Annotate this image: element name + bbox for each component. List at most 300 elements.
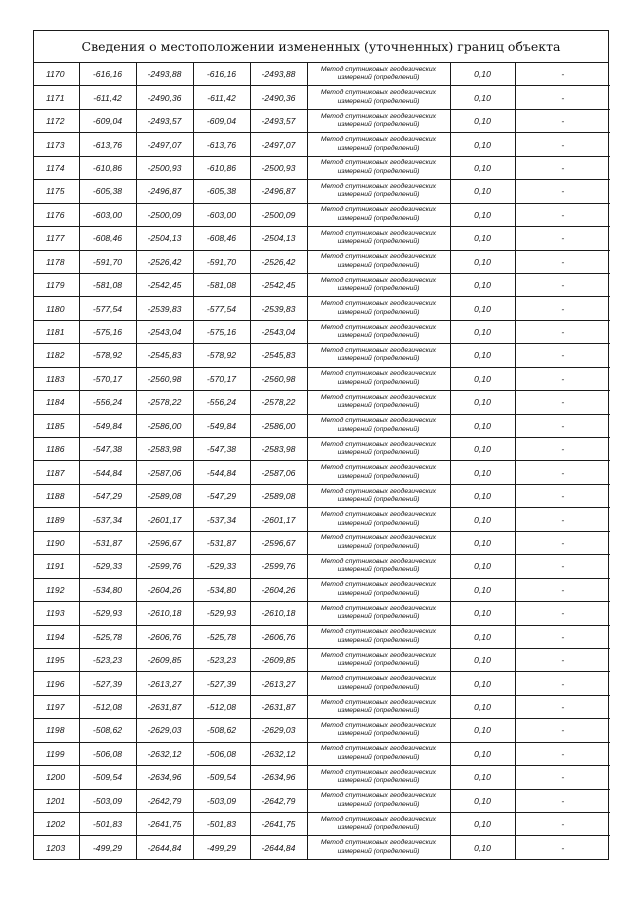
- point-number-cell: 1194: [34, 625, 79, 648]
- method-line-1: Метод спутниковых геодезических: [320, 839, 437, 847]
- existing-y-cell: -2604,26: [136, 578, 193, 601]
- method-cell: [307, 63, 450, 86]
- refined-x-cell: -512,08: [193, 695, 250, 718]
- method-line-1: Метод спутниковых геодезических: [320, 557, 437, 565]
- method-cell: [307, 203, 450, 226]
- accuracy-cell: 0,10: [450, 766, 515, 789]
- accuracy-cell: 0,10: [450, 813, 515, 836]
- method-line-2: измерений (определений): [337, 402, 420, 410]
- note-cell: -: [515, 836, 610, 859]
- accuracy-cell: 0,10: [450, 109, 515, 132]
- existing-x-cell: -556,24: [79, 391, 136, 414]
- point-number-cell: 1200: [34, 766, 79, 789]
- existing-y-cell: -2496,87: [136, 180, 193, 203]
- method-cell: [307, 813, 450, 836]
- existing-x-cell: -613,76: [79, 133, 136, 156]
- method-line-1: Метод спутниковых геодезических: [320, 581, 437, 589]
- refined-x-cell: -575,16: [193, 320, 250, 343]
- method-line-2: измерений (определений): [337, 74, 420, 82]
- method-line-2: измерений (определений): [337, 824, 420, 832]
- method-cell: [307, 789, 450, 812]
- method-line-2: измерений (определений): [337, 566, 420, 574]
- accuracy-cell: 0,10: [450, 555, 515, 578]
- existing-x-cell: -547,29: [79, 484, 136, 507]
- existing-x-cell: -531,87: [79, 531, 136, 554]
- refined-x-cell: -525,78: [193, 625, 250, 648]
- table-row: [34, 156, 610, 179]
- note-cell: -: [515, 508, 610, 531]
- table-row: [34, 648, 610, 671]
- existing-x-cell: -577,54: [79, 297, 136, 320]
- method-cell: [307, 109, 450, 132]
- existing-x-cell: -610,86: [79, 156, 136, 179]
- table-row: [34, 133, 610, 156]
- note-cell: -: [515, 742, 610, 765]
- table-row: [34, 227, 610, 250]
- accuracy-cell: 0,10: [450, 391, 515, 414]
- accuracy-cell: 0,10: [450, 461, 515, 484]
- accuracy-cell: 0,10: [450, 789, 515, 812]
- method-line-2: измерений (определений): [337, 355, 420, 363]
- method-line-2: измерений (определений): [337, 378, 420, 386]
- refined-y-cell: -2629,03: [250, 719, 307, 742]
- method-line-2: измерений (определений): [337, 753, 420, 761]
- existing-x-cell: -609,04: [79, 109, 136, 132]
- note-cell: -: [515, 109, 610, 132]
- method-cell: [307, 531, 450, 554]
- method-cell: [307, 133, 450, 156]
- method-line-1: Метод спутниковых геодезических: [320, 628, 437, 636]
- table-row: [34, 508, 610, 531]
- method-cell: [307, 86, 450, 109]
- boundary-table-sheet: [33, 30, 609, 860]
- existing-x-cell: -501,83: [79, 813, 136, 836]
- table-row: [34, 836, 610, 859]
- refined-y-cell: -2644,84: [250, 836, 307, 859]
- note-cell: -: [515, 367, 610, 390]
- table-row: [34, 766, 610, 789]
- method-line-2: измерений (определений): [337, 121, 420, 129]
- method-cell: [307, 273, 450, 296]
- point-number-cell: 1195: [34, 648, 79, 671]
- existing-x-cell: -534,80: [79, 578, 136, 601]
- note-cell: -: [515, 63, 610, 86]
- note-cell: -: [515, 484, 610, 507]
- note-cell: -: [515, 273, 610, 296]
- note-cell: -: [515, 672, 610, 695]
- accuracy-cell: 0,10: [450, 250, 515, 273]
- accuracy-cell: 0,10: [450, 344, 515, 367]
- accuracy-cell: 0,10: [450, 578, 515, 601]
- existing-x-cell: -525,78: [79, 625, 136, 648]
- point-number-cell: 1184: [34, 391, 79, 414]
- refined-y-cell: -2490,36: [250, 86, 307, 109]
- refined-y-cell: -2583,98: [250, 438, 307, 461]
- accuracy-cell: 0,10: [450, 531, 515, 554]
- accuracy-cell: 0,10: [450, 133, 515, 156]
- method-line-1: Метод спутниковых геодезических: [320, 65, 437, 73]
- existing-y-cell: -2493,88: [136, 63, 193, 86]
- refined-x-cell: -547,29: [193, 484, 250, 507]
- accuracy-cell: 0,10: [450, 508, 515, 531]
- method-line-2: измерений (определений): [337, 261, 420, 269]
- table-row: [34, 63, 610, 86]
- method-cell: [307, 508, 450, 531]
- note-cell: -: [515, 297, 610, 320]
- refined-y-cell: -2632,12: [250, 742, 307, 765]
- method-line-2: измерений (определений): [337, 191, 420, 199]
- existing-y-cell: -2490,36: [136, 86, 193, 109]
- existing-x-cell: -547,38: [79, 438, 136, 461]
- accuracy-cell: 0,10: [450, 180, 515, 203]
- refined-x-cell: -531,87: [193, 531, 250, 554]
- method-line-1: Метод спутниковых геодезических: [320, 159, 437, 167]
- table-row: [34, 672, 610, 695]
- refined-x-cell: -603,00: [193, 203, 250, 226]
- refined-x-cell: -611,42: [193, 86, 250, 109]
- refined-x-cell: -544,84: [193, 461, 250, 484]
- accuracy-cell: 0,10: [450, 695, 515, 718]
- point-number-cell: 1188: [34, 484, 79, 507]
- method-line-2: измерений (определений): [337, 613, 420, 621]
- refined-y-cell: -2496,87: [250, 180, 307, 203]
- refined-x-cell: -570,17: [193, 367, 250, 390]
- existing-y-cell: -2644,84: [136, 836, 193, 859]
- method-line-2: измерений (определений): [337, 285, 420, 293]
- point-number-cell: 1172: [34, 109, 79, 132]
- refined-y-cell: -2493,88: [250, 63, 307, 86]
- refined-y-cell: -2609,85: [250, 648, 307, 671]
- refined-y-cell: -2596,67: [250, 531, 307, 554]
- existing-x-cell: -509,54: [79, 766, 136, 789]
- accuracy-cell: 0,10: [450, 625, 515, 648]
- accuracy-cell: 0,10: [450, 367, 515, 390]
- method-cell: [307, 320, 450, 343]
- existing-y-cell: -2599,76: [136, 555, 193, 578]
- method-cell: [307, 766, 450, 789]
- existing-x-cell: -616,16: [79, 63, 136, 86]
- method-line-2: измерений (определений): [337, 847, 420, 855]
- method-cell: [307, 484, 450, 507]
- method-line-2: измерений (определений): [337, 425, 420, 433]
- method-cell: [307, 344, 450, 367]
- refined-y-cell: -2504,13: [250, 227, 307, 250]
- accuracy-cell: 0,10: [450, 742, 515, 765]
- method-line-2: измерений (определений): [337, 332, 420, 340]
- method-cell: [307, 297, 450, 320]
- refined-y-cell: -2610,18: [250, 602, 307, 625]
- method-line-2: измерений (определений): [337, 308, 420, 316]
- note-cell: -: [515, 625, 610, 648]
- refined-x-cell: -499,29: [193, 836, 250, 859]
- method-line-2: измерений (определений): [337, 636, 420, 644]
- existing-y-cell: -2539,83: [136, 297, 193, 320]
- existing-y-cell: -2641,75: [136, 813, 193, 836]
- method-line-1: Метод спутниковых геодезических: [320, 698, 437, 706]
- refined-y-cell: -2613,27: [250, 672, 307, 695]
- existing-y-cell: -2629,03: [136, 719, 193, 742]
- point-number-cell: 1202: [34, 813, 79, 836]
- method-cell: [307, 414, 450, 437]
- accuracy-cell: 0,10: [450, 438, 515, 461]
- existing-y-cell: -2642,79: [136, 789, 193, 812]
- existing-y-cell: -2493,57: [136, 109, 193, 132]
- table-row: [34, 813, 610, 836]
- table-row: [34, 320, 610, 343]
- point-number-cell: 1198: [34, 719, 79, 742]
- note-cell: -: [515, 719, 610, 742]
- refined-y-cell: -2604,26: [250, 578, 307, 601]
- method-line-2: измерений (определений): [337, 167, 420, 175]
- table-body: [34, 63, 610, 859]
- point-number-cell: 1173: [34, 133, 79, 156]
- method-line-1: Метод спутниковых геодезических: [320, 323, 437, 331]
- existing-x-cell: -591,70: [79, 250, 136, 273]
- existing-y-cell: -2634,96: [136, 766, 193, 789]
- point-number-cell: 1189: [34, 508, 79, 531]
- point-number-cell: 1183: [34, 367, 79, 390]
- method-line-1: Метод спутниковых геодезических: [320, 253, 437, 261]
- method-line-1: Метод спутниковых геодезических: [320, 89, 437, 97]
- note-cell: -: [515, 578, 610, 601]
- method-line-1: Метод спутниковых геодезических: [320, 417, 437, 425]
- method-line-1: Метод спутниковых геодезических: [320, 534, 437, 542]
- note-cell: -: [515, 391, 610, 414]
- method-line-1: Метод спутниковых геодезических: [320, 487, 437, 495]
- refined-x-cell: -529,33: [193, 555, 250, 578]
- method-cell: [307, 250, 450, 273]
- refined-x-cell: -577,54: [193, 297, 250, 320]
- method-line-2: измерений (определений): [337, 144, 420, 152]
- refined-y-cell: -2560,98: [250, 367, 307, 390]
- accuracy-cell: 0,10: [450, 414, 515, 437]
- coordinates-table: [34, 63, 610, 859]
- method-cell: [307, 438, 450, 461]
- table-row: [34, 742, 610, 765]
- table-row: [34, 109, 610, 132]
- refined-x-cell: -591,70: [193, 250, 250, 273]
- point-number-cell: 1186: [34, 438, 79, 461]
- point-number-cell: 1196: [34, 672, 79, 695]
- method-cell: [307, 648, 450, 671]
- refined-x-cell: -605,38: [193, 180, 250, 203]
- method-cell: [307, 719, 450, 742]
- refined-y-cell: -2500,93: [250, 156, 307, 179]
- method-line-2: измерений (определений): [337, 660, 420, 668]
- table-row: [34, 555, 610, 578]
- point-number-cell: 1199: [34, 742, 79, 765]
- method-cell: [307, 156, 450, 179]
- existing-y-cell: -2583,98: [136, 438, 193, 461]
- table-row: [34, 531, 610, 554]
- note-cell: -: [515, 813, 610, 836]
- note-cell: -: [515, 133, 610, 156]
- method-line-1: Метод спутниковых геодезических: [320, 440, 437, 448]
- table-row: [34, 391, 610, 414]
- method-line-2: измерений (определений): [337, 449, 420, 457]
- point-number-cell: 1171: [34, 86, 79, 109]
- refined-x-cell: -547,38: [193, 438, 250, 461]
- point-number-cell: 1175: [34, 180, 79, 203]
- method-cell: [307, 555, 450, 578]
- note-cell: -: [515, 344, 610, 367]
- note-cell: -: [515, 227, 610, 250]
- existing-y-cell: -2578,22: [136, 391, 193, 414]
- table-row: [34, 203, 610, 226]
- refined-y-cell: -2526,42: [250, 250, 307, 273]
- refined-y-cell: -2543,04: [250, 320, 307, 343]
- accuracy-cell: 0,10: [450, 320, 515, 343]
- existing-y-cell: -2613,27: [136, 672, 193, 695]
- existing-x-cell: -581,08: [79, 273, 136, 296]
- existing-x-cell: -611,42: [79, 86, 136, 109]
- existing-x-cell: -578,92: [79, 344, 136, 367]
- refined-y-cell: -2539,83: [250, 297, 307, 320]
- refined-x-cell: -509,54: [193, 766, 250, 789]
- refined-y-cell: -2641,75: [250, 813, 307, 836]
- refined-x-cell: -527,39: [193, 672, 250, 695]
- existing-x-cell: -608,46: [79, 227, 136, 250]
- point-number-cell: 1197: [34, 695, 79, 718]
- accuracy-cell: 0,10: [450, 227, 515, 250]
- point-number-cell: 1176: [34, 203, 79, 226]
- refined-x-cell: -608,46: [193, 227, 250, 250]
- refined-y-cell: -2542,45: [250, 273, 307, 296]
- point-number-cell: 1191: [34, 555, 79, 578]
- refined-x-cell: -556,24: [193, 391, 250, 414]
- existing-x-cell: -549,84: [79, 414, 136, 437]
- table-row: [34, 625, 610, 648]
- point-number-cell: 1187: [34, 461, 79, 484]
- accuracy-cell: 0,10: [450, 63, 515, 86]
- refined-x-cell: -613,76: [193, 133, 250, 156]
- table-row: [34, 273, 610, 296]
- method-line-1: Метод спутниковых геодезических: [320, 112, 437, 120]
- method-line-1: Метод спутниковых геодезических: [320, 511, 437, 519]
- method-line-2: измерений (определений): [337, 777, 420, 785]
- method-line-1: Метод спутниковых геодезических: [320, 604, 437, 612]
- table-row: [34, 344, 610, 367]
- refined-y-cell: -2642,79: [250, 789, 307, 812]
- method-line-1: Метод спутниковых геодезических: [320, 136, 437, 144]
- note-cell: -: [515, 531, 610, 554]
- method-line-2: измерений (определений): [337, 97, 420, 105]
- accuracy-cell: 0,10: [450, 648, 515, 671]
- table-row: [34, 250, 610, 273]
- method-line-1: Метод спутниковых геодезических: [320, 464, 437, 472]
- method-line-1: Метод спутниковых геодезических: [320, 229, 437, 237]
- point-number-cell: 1180: [34, 297, 79, 320]
- method-line-2: измерений (определений): [337, 238, 420, 246]
- refined-x-cell: -609,04: [193, 109, 250, 132]
- note-cell: -: [515, 203, 610, 226]
- refined-y-cell: -2586,00: [250, 414, 307, 437]
- refined-x-cell: -503,09: [193, 789, 250, 812]
- existing-y-cell: -2631,87: [136, 695, 193, 718]
- existing-x-cell: -506,08: [79, 742, 136, 765]
- accuracy-cell: 0,10: [450, 672, 515, 695]
- point-number-cell: 1181: [34, 320, 79, 343]
- existing-y-cell: -2586,00: [136, 414, 193, 437]
- method-line-1: Метод спутниковых геодезических: [320, 182, 437, 190]
- method-cell: [307, 602, 450, 625]
- method-cell: [307, 578, 450, 601]
- existing-x-cell: -512,08: [79, 695, 136, 718]
- table-row: [34, 484, 610, 507]
- refined-x-cell: -581,08: [193, 273, 250, 296]
- refined-x-cell: -616,16: [193, 63, 250, 86]
- existing-x-cell: -537,34: [79, 508, 136, 531]
- table-row: [34, 367, 610, 390]
- refined-y-cell: -2634,96: [250, 766, 307, 789]
- method-line-2: измерений (определений): [337, 707, 420, 715]
- refined-y-cell: -2631,87: [250, 695, 307, 718]
- note-cell: -: [515, 180, 610, 203]
- method-cell: [307, 672, 450, 695]
- point-number-cell: 1185: [34, 414, 79, 437]
- existing-x-cell: -523,23: [79, 648, 136, 671]
- table-row: [34, 695, 610, 718]
- point-number-cell: 1182: [34, 344, 79, 367]
- existing-y-cell: -2606,76: [136, 625, 193, 648]
- method-cell: [307, 742, 450, 765]
- existing-y-cell: -2596,67: [136, 531, 193, 554]
- refined-y-cell: -2589,08: [250, 484, 307, 507]
- method-line-1: Метод спутниковых геодезических: [320, 721, 437, 729]
- table-row: [34, 86, 610, 109]
- method-line-2: измерений (определений): [337, 472, 420, 480]
- accuracy-cell: 0,10: [450, 273, 515, 296]
- existing-x-cell: -503,09: [79, 789, 136, 812]
- existing-x-cell: -529,33: [79, 555, 136, 578]
- method-cell: [307, 367, 450, 390]
- note-cell: -: [515, 438, 610, 461]
- method-line-2: измерений (определений): [337, 683, 420, 691]
- refined-x-cell: -537,34: [193, 508, 250, 531]
- existing-x-cell: -508,62: [79, 719, 136, 742]
- refined-x-cell: -534,80: [193, 578, 250, 601]
- method-line-2: измерений (определений): [337, 542, 420, 550]
- refined-x-cell: -506,08: [193, 742, 250, 765]
- method-line-2: измерений (определений): [337, 730, 420, 738]
- accuracy-cell: 0,10: [450, 203, 515, 226]
- refined-x-cell: -578,92: [193, 344, 250, 367]
- refined-x-cell: -610,86: [193, 156, 250, 179]
- method-cell: [307, 695, 450, 718]
- table-row: [34, 414, 610, 437]
- existing-x-cell: -575,16: [79, 320, 136, 343]
- method-line-1: Метод спутниковых геодезических: [320, 393, 437, 401]
- note-cell: -: [515, 766, 610, 789]
- method-line-2: измерений (определений): [337, 214, 420, 222]
- method-line-1: Метод спутниковых геодезических: [320, 815, 437, 823]
- existing-y-cell: -2543,04: [136, 320, 193, 343]
- table-row: [34, 461, 610, 484]
- existing-x-cell: -570,17: [79, 367, 136, 390]
- refined-y-cell: -2500,09: [250, 203, 307, 226]
- note-cell: -: [515, 602, 610, 625]
- existing-y-cell: -2601,17: [136, 508, 193, 531]
- existing-y-cell: -2504,13: [136, 227, 193, 250]
- point-number-cell: 1177: [34, 227, 79, 250]
- accuracy-cell: 0,10: [450, 86, 515, 109]
- accuracy-cell: 0,10: [450, 484, 515, 507]
- method-line-1: Метод спутниковых геодезических: [320, 370, 437, 378]
- refined-x-cell: -523,23: [193, 648, 250, 671]
- note-cell: -: [515, 86, 610, 109]
- method-cell: [307, 391, 450, 414]
- note-cell: -: [515, 695, 610, 718]
